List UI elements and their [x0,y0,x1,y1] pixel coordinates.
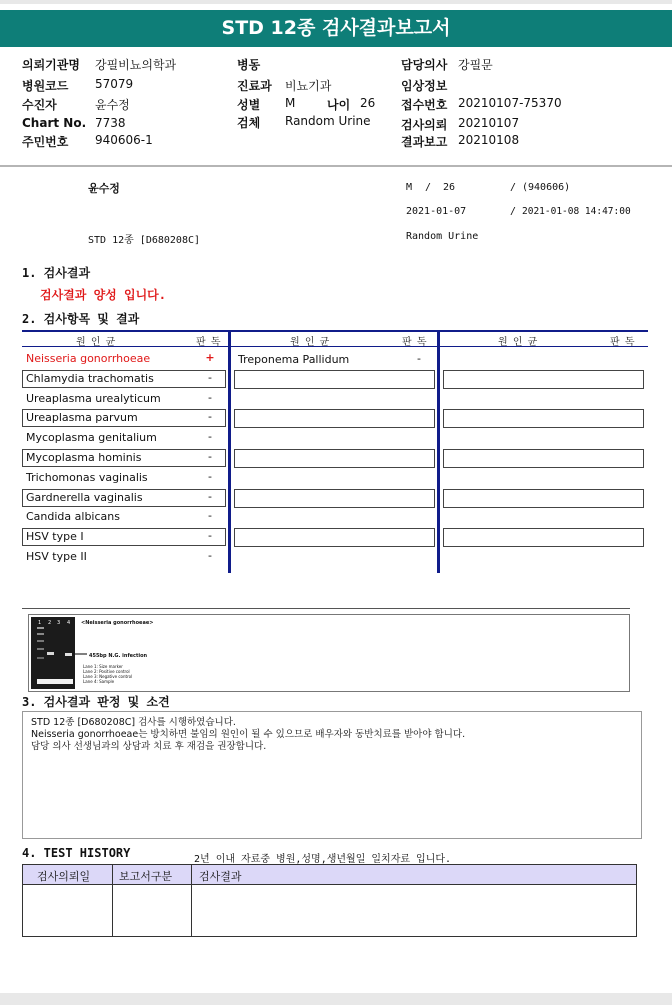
patient-label: 수진자 [22,98,57,112]
gel-legend-3: Lane 3: Negative control [83,674,133,679]
col1-item-result: + [205,351,215,364]
col3-row-box [443,489,644,508]
col1-item-result: - [208,529,212,542]
table-top-rule [22,330,648,332]
top-border [0,0,672,4]
comment-line-3: 담당 의사 선생님과의 상담과 치료 후 재검을 권장합니다. [31,741,267,752]
hospital-name-label: 의뢰기관명 [22,58,80,72]
col2-item-name: Treponema Pallidum [238,353,350,366]
col1-item-name: Ureaplasma urealyticum [26,392,161,405]
patient-value: 윤수정 [95,98,130,112]
col1-item-name: Mycoplasma hominis [26,451,142,464]
chart-no-label: Chart No. [22,116,87,130]
department-value: 비뇨기과 [285,79,332,93]
ward-label: 병동 [237,58,261,72]
comment-line-1: STD 12종 [D680208C] 검사를 시행하였습니다. [31,717,236,728]
header-divider [0,165,672,167]
col1-item-result: - [208,470,212,483]
col3-row-box [443,409,644,428]
request-date-label: 검사의뢰 [401,118,448,132]
table-col-divider-2 [437,330,440,573]
gel-top-rule [22,608,630,609]
request-date-value: 20210107 [458,116,520,130]
age-value: 26 [360,96,376,110]
specimen-value: Random Urine [285,114,371,128]
col2-row-box [234,409,435,428]
gel-title: <Neisseria gonorrhoeae> [81,620,154,626]
gel-lane-1: 1 [38,620,42,626]
history-col-result: 검사결과 [199,870,242,883]
col3-row-box [443,528,644,547]
history-note: 2년 이내 자료중 병원,성명,생년월일 일치자료 입니다. [194,854,452,865]
col1-item-result: - [208,450,212,463]
resident-no-value: 940606-1 [95,133,153,147]
col1-item-name: HSV type I [26,530,84,543]
doctor-label: 담당의사 [401,58,448,72]
gel-legend-2: Lane 2: Positive control [83,669,130,674]
gel-lane-2: 2 [48,620,52,626]
gel-legend-4: Lane 4: Sample [83,679,115,684]
col2-cause-header: 원 인 균 [290,337,331,348]
summary-specimen: Random Urine [406,231,479,242]
col1-item-result: - [208,371,212,384]
col1-item-result: - [208,549,212,562]
col2-judge-header: 판 독 [402,337,428,348]
bottom-border [0,993,672,1005]
col2-row-box [234,489,435,508]
hospital-code-value: 57079 [95,77,134,91]
col1-cause-header: 원 인 균 [76,337,117,348]
comments-box [22,711,642,839]
col1-item-name: Chlamydia trachomatis [26,372,154,385]
section1-title: 1. 검사결과 [22,266,91,280]
history-col-request-date: 검사의뢰일 [37,870,91,883]
gel-legend-1: Lane 1: Size marker [83,664,123,669]
col2-item-result: - [417,352,421,365]
col1-item-result: - [208,490,212,503]
receipt-no-label: 접수번호 [401,98,448,112]
hospital-code-label: 병원코드 [22,79,69,93]
history-table [22,864,637,937]
resident-no-label: 주민번호 [22,135,69,149]
col3-cause-header: 원 인 균 [498,337,539,348]
report-date-label: 결과보고 [401,135,448,149]
history-col-divider-1 [112,865,113,936]
chart-no-value: 7738 [95,116,126,130]
history-header-row [23,865,636,885]
col2-row-box [234,528,435,547]
specimen-label: 검체 [237,116,261,130]
col1-item-name: Trichomonas vaginalis [26,471,148,484]
summary-sex: M [406,182,413,193]
summary-birth: (940606) [522,182,571,193]
col2-row-box [234,449,435,468]
col1-item-result: - [208,410,212,423]
history-col-report-type: 보고서구분 [119,870,173,883]
col1-item-name: Mycoplasma genitalium [26,431,157,444]
comment-line-2: Neisseria gonorrhoeae는 방치하면 불임의 원인이 될 수 있으므로 배우자와 동반치료를 받아야 합니다. [31,729,466,740]
clinical-info-label: 임상정보 [401,79,448,93]
col1-item-name: Gardnerella vaginalis [26,491,143,504]
gel-frame [28,614,630,692]
history-col-divider-2 [191,865,192,936]
summary-name: 윤수정 [88,182,120,195]
report-date-value: 20210108 [458,133,520,147]
gel-band-label: 455bp N.G. infection [89,653,148,659]
section2-title: 2. 검사항목 및 결과 [22,312,140,326]
col1-item-name: HSV type II [26,550,87,563]
col1-item-result: - [208,430,212,443]
report-title: STD 12종 검사결과보고서 [0,10,672,47]
col3-row-box [443,449,644,468]
col3-row-box [443,370,644,389]
result-positive-text: 검사결과 양성 입니다. [40,288,167,302]
sex-value: M [285,96,296,110]
summary-age: 26 [443,182,456,193]
summary-test: STD 12종 [D680208C] [88,235,201,246]
col1-item-name: Ureaplasma parvum [26,411,138,424]
age-label: 나이 [327,98,351,112]
summary-slash-3: / [510,206,517,217]
sex-label: 성별 [237,98,261,112]
col3-judge-header: 판 독 [610,337,636,348]
summary-date-1: 2021-01-07 [406,206,467,217]
section3-title: 3. 검사결과 판정 및 소견 [22,695,170,709]
gel-lane-4: 4 [67,620,71,626]
table-col-divider-1 [228,330,231,573]
col1-item-result: - [208,391,212,404]
col1-judge-header: 판 독 [196,337,222,348]
receipt-no-value: 20210107-75370 [458,96,562,110]
col1-item-name: Neisseria gonorrhoeae [26,352,151,365]
summary-date-2: 2021-01-08 14:47:00 [522,206,631,217]
gel-lane-3: 3 [57,620,61,626]
hospital-name-value: 강필비뇨의학과 [95,58,177,72]
col2-row-box [234,370,435,389]
section4-title: 4. TEST HISTORY [22,846,131,860]
department-label: 진료과 [237,79,272,93]
col1-item-result: - [208,509,212,522]
summary-slash-2: / [510,182,517,193]
col1-item-name: Candida albicans [26,510,120,523]
summary-slash-1: / [425,182,432,193]
doctor-value: 강필문 [458,58,493,72]
